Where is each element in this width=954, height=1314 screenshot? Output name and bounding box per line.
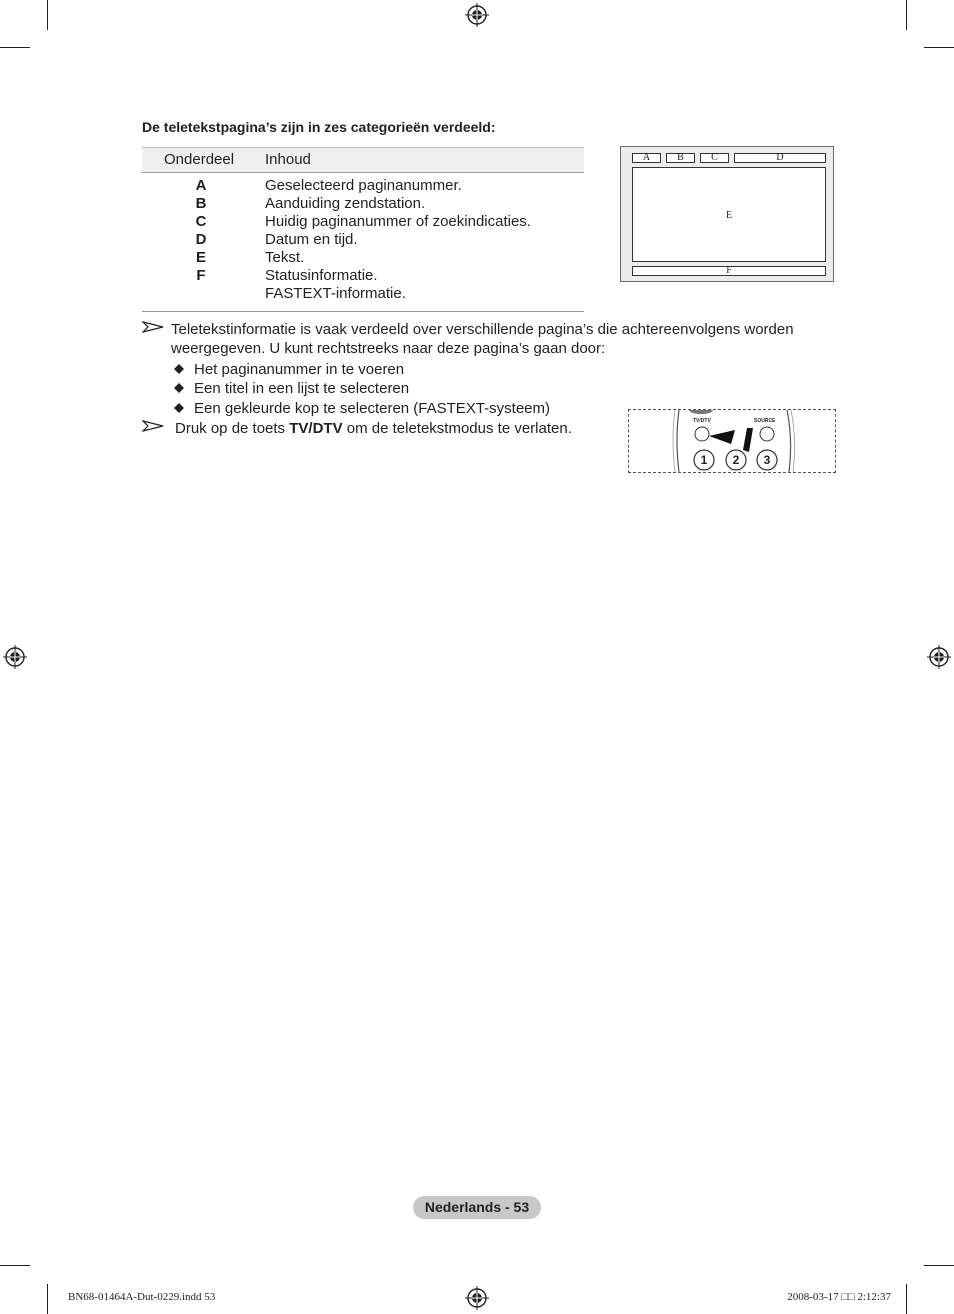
step-1-badge: 1 bbox=[700, 453, 708, 467]
crop-mark bbox=[0, 1265, 30, 1266]
step-2-badge: 2 bbox=[732, 453, 740, 467]
table-part: F bbox=[196, 267, 206, 284]
table-content: Datum en tijd. bbox=[265, 231, 358, 248]
table-body bbox=[142, 173, 584, 312]
table-content: Tekst. bbox=[265, 249, 305, 266]
table-part: C bbox=[195, 213, 207, 230]
remote-source-label: SOURCE bbox=[754, 418, 776, 424]
section-heading: De teletekstpagina’s zijn in zes categorieën verdeeld: bbox=[142, 119, 496, 135]
table-content: Statusinformatie. bbox=[265, 267, 378, 284]
note-2 bbox=[175, 419, 572, 438]
contents-column bbox=[265, 177, 531, 303]
table-part: A bbox=[195, 177, 207, 194]
diagram-box-c: C bbox=[700, 153, 729, 163]
parts-column bbox=[142, 177, 260, 285]
note-1-line-2: weergegeven. U kunt rechtstreeks naar deze pagina’s gaan door: bbox=[171, 340, 606, 357]
registration-mark-icon bbox=[465, 3, 489, 27]
step-3-badge: 3 bbox=[763, 453, 771, 467]
date-slug: 2008-03-17 □□ 2:12:37 bbox=[787, 1291, 891, 1303]
note-2-text-pre: Druk op de toets bbox=[175, 420, 290, 437]
note-arrow-icon bbox=[142, 420, 164, 432]
note-1 bbox=[171, 320, 794, 358]
table-content: Geselecteerd paginanummer. bbox=[265, 177, 462, 194]
table-part: E bbox=[195, 249, 206, 266]
bullet-item: Het paginanummer in te voeren bbox=[194, 361, 405, 378]
diagram-box-d: D bbox=[734, 153, 826, 163]
crop-mark bbox=[47, 1284, 48, 1314]
table-content: FASTEXT-informatie. bbox=[265, 285, 406, 302]
crop-mark bbox=[924, 47, 954, 48]
registration-mark-icon bbox=[465, 1286, 489, 1310]
registration-mark-icon bbox=[927, 645, 951, 669]
teletext-layout-diagram bbox=[620, 146, 834, 282]
bullet-item: Een gekleurde kop te selecteren (FASTEXT-systeem) bbox=[194, 400, 550, 417]
bullet-item: Een titel in een lijst te selecteren bbox=[194, 380, 410, 397]
diagram-box-b: B bbox=[666, 153, 695, 163]
diamond-bullet-icon bbox=[174, 364, 184, 374]
diagram-box-a: A bbox=[632, 153, 661, 163]
tv-dtv-key-label: TV/DTV bbox=[289, 420, 343, 437]
diamond-bullet-icon bbox=[174, 383, 184, 393]
crop-mark bbox=[906, 0, 907, 30]
file-slug: BN68-01464A-Dut-0229.indd 53 bbox=[68, 1291, 216, 1303]
diagram-box-e: E bbox=[632, 167, 826, 262]
table-part: B bbox=[195, 195, 207, 212]
note-arrow-icon bbox=[142, 321, 164, 333]
header-inhoud: Inhoud bbox=[265, 151, 311, 168]
table-part: D bbox=[195, 231, 207, 248]
note-1-line-1: Teletekstinformatie is vaak verdeeld over verschillende pagina’s die achtereenvolgens worden bbox=[171, 321, 794, 338]
note-2-text-post: om de teletekstmodus te verlaten. bbox=[342, 420, 572, 437]
diagram-box-f: F bbox=[632, 266, 826, 276]
crop-mark bbox=[906, 1284, 907, 1314]
crop-mark bbox=[924, 1265, 954, 1266]
header-onderdeel: Onderdeel bbox=[164, 151, 235, 168]
page-number-label: Nederlands - 53 bbox=[413, 1196, 541, 1219]
table-content: Huidig paginanummer of zoekindicaties. bbox=[265, 213, 531, 230]
registration-mark-icon bbox=[3, 645, 27, 669]
crop-mark bbox=[0, 47, 30, 48]
crop-mark bbox=[47, 0, 48, 30]
categories-table bbox=[142, 147, 584, 312]
diamond-bullet-icon bbox=[174, 403, 184, 413]
table-header bbox=[142, 147, 584, 173]
remote-control-illustration bbox=[628, 409, 836, 473]
table-content: Aanduiding zendstation. bbox=[265, 195, 426, 212]
remote-tvdtv-label: TV/DTV bbox=[693, 418, 711, 424]
